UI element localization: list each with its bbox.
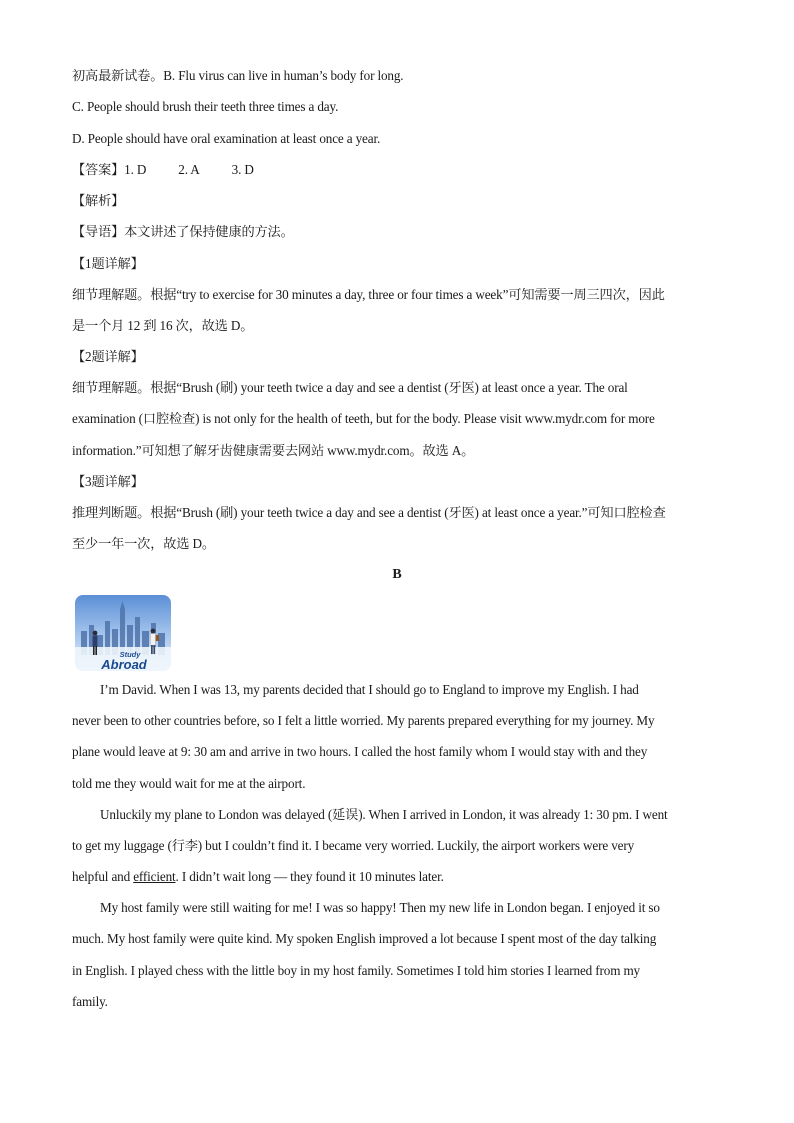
q2-explanation-line1: 细节理解题。根据“Brush (刷) your teeth twice a day and see a dentist (牙医) at least once a year. The oral bbox=[72, 380, 628, 395]
passage-p2-line3-end: . I didn’t wait long — they found it 10 minutes later. bbox=[175, 869, 444, 884]
passage-p3-line2: much. My host family were quite kind. My spoken English improved a lot because I spent most of the day talking bbox=[72, 931, 657, 946]
q1-heading: 【1题详解】 bbox=[72, 256, 144, 271]
underlined-word: efficient bbox=[133, 869, 176, 884]
q1-explanation-line1: 细节理解题。根据“try to exercise for 30 minutes a day, three or four times a week”可知需要一周三四次，因此 bbox=[72, 287, 665, 302]
passage-p2-line1: Unluckily my plane to London was delayed (延误). When I arrived in London, it was already 1: 30 pm. I went bbox=[100, 807, 668, 822]
option-c-line: C. People should brush their teeth three times a day. bbox=[72, 99, 339, 114]
q2-explanation-line2: examination (口腔检查) is not only for the health of teeth, but for the body. Please visit www.mydr.com for more bbox=[72, 411, 655, 426]
q1-explanation-line2: 是一个月 12 到 16 次，故选 D。 bbox=[72, 318, 254, 333]
passage-p2-line3-start: helpful and bbox=[72, 869, 134, 884]
image-caption-line1: Study bbox=[119, 650, 141, 659]
passage-p3-line3: in English. I played chess with the little boy in my host family. Sometimes I told him stories I learned from my bbox=[72, 963, 641, 978]
answer-line bbox=[72, 161, 722, 179]
answer-label: 【答案】 bbox=[72, 162, 125, 177]
passage-p2-line2: to get my luggage (行李) but I couldn’t find it. I became very worried. Luckily, the airport workers were very bbox=[72, 838, 635, 853]
passage-p3-line1: My host family were still waiting for me! I was so happy! Then my new life in London began. I enjoyed it so bbox=[100, 900, 660, 915]
analysis-heading: 【解析】 bbox=[72, 193, 125, 208]
q3-explanation-line2: 至少一年一次，故选 D。 bbox=[72, 536, 215, 551]
passage-p3-line4: family. bbox=[72, 994, 108, 1009]
section-title: B bbox=[392, 567, 402, 582]
q3-heading: 【3题详解】 bbox=[72, 474, 144, 489]
option-b-line: 初高最新试卷。B. Flu virus can live in human’s body for long. bbox=[72, 68, 404, 83]
passage-p2-line3 bbox=[72, 868, 722, 886]
answer-2: 2. A bbox=[178, 162, 200, 177]
study-abroad-image bbox=[75, 595, 171, 671]
q3-explanation-line1: 推理判断题。根据“Brush (刷) your teeth twice a day and see a dentist (牙医) at least once a year.”可知口腔检查 bbox=[72, 505, 666, 520]
answer-1: 1. D bbox=[124, 162, 147, 177]
image-caption-line2: Abroad bbox=[101, 657, 147, 671]
passage-p1-line4: told me they would wait for me at the airport. bbox=[72, 776, 306, 791]
passage-p1-line2: never been to other countries before, so I felt a little worried. My parents prepared everything for my journey. My bbox=[72, 713, 655, 728]
guide-line: 【导语】本文讲述了保持健康的方法。 bbox=[72, 224, 294, 239]
passage-p1-line1: I’m David. When I was 13, my parents decided that I should go to England to improve my English. I had bbox=[100, 682, 639, 697]
q2-explanation-line3: information.”可知想了解牙齿健康需要去网站 www.mydr.com。故选 A。 bbox=[72, 443, 475, 458]
passage-p1-line3: plane would leave at 9: 30 am and arrive in two hours. I called the host family whom I would stay with and they bbox=[72, 744, 648, 759]
option-d-line: D. People should have oral examination at least once a year. bbox=[72, 131, 381, 146]
answer-3: 3. D bbox=[231, 162, 254, 177]
q2-heading: 【2题详解】 bbox=[72, 349, 144, 364]
